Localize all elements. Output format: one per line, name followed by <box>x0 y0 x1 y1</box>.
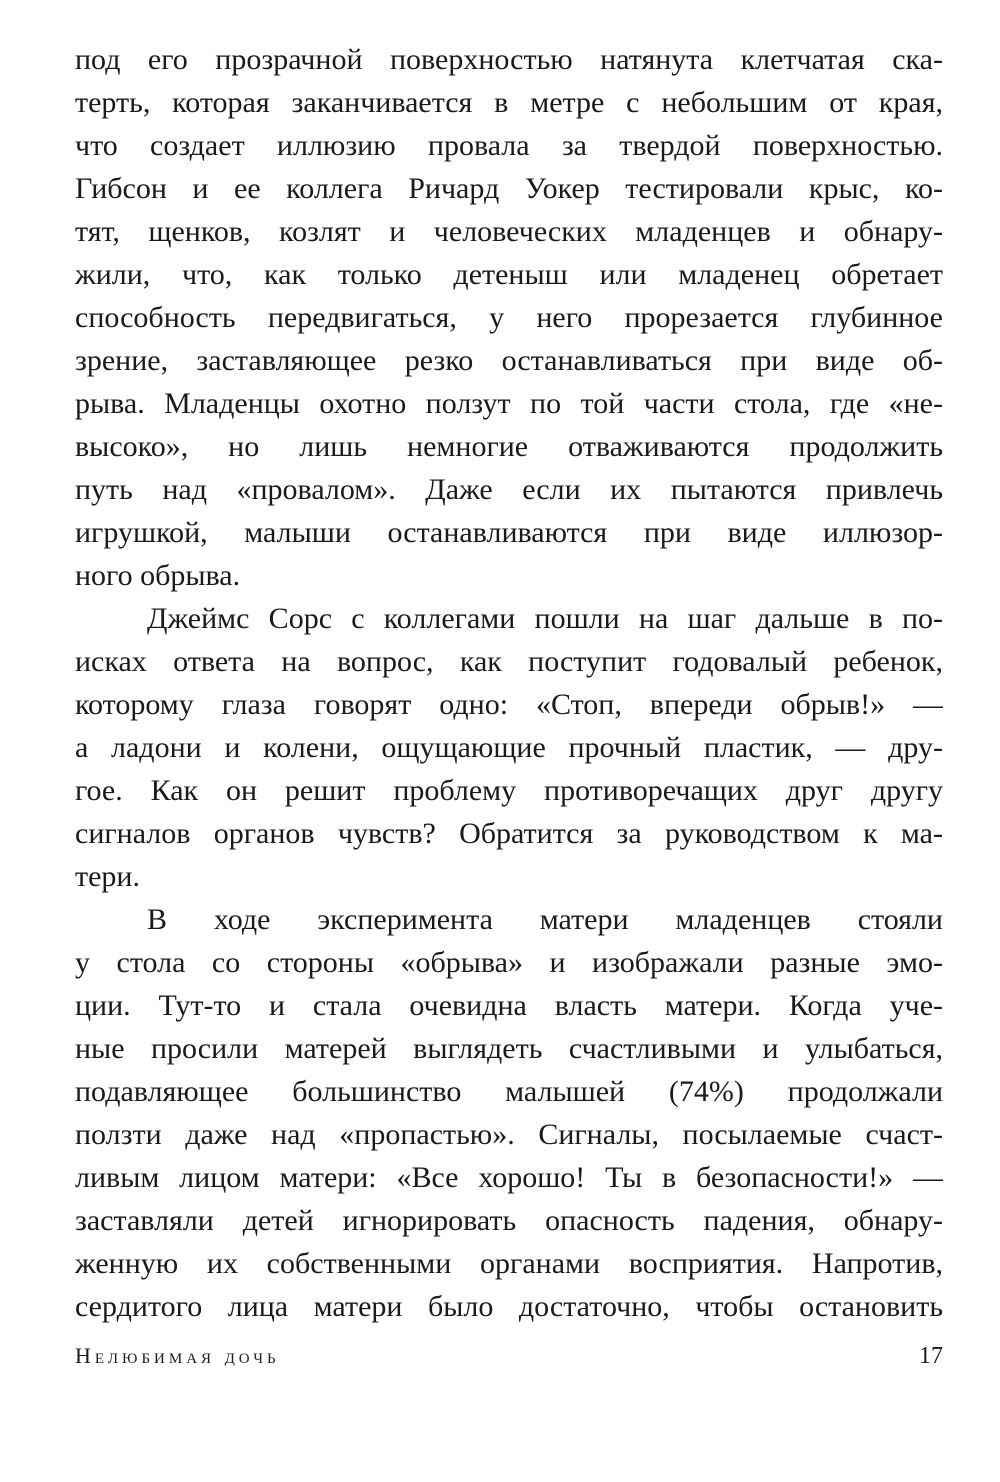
text-line: а ладони и колени, ощущающие прочный пластик, — дру- <box>75 731 943 764</box>
text-line: подавляющее большинство малышей (74%) продолжали <box>75 1075 943 1108</box>
page-number: 17 <box>919 1343 943 1369</box>
text-line: гое. Как он решит проблему противоречащих друг другу <box>75 774 943 807</box>
text-line: В ходе эксперимента матери младенцев стояли <box>147 903 943 936</box>
text-line: которому глаза говорят одно: «Стоп, впереди обрыв!» — <box>75 688 943 721</box>
text-line: сигналов органов чувств? Обратится за руководством к ма- <box>75 817 943 850</box>
text-line: исках ответа на вопрос, как поступит годовалый ребенок, <box>75 645 943 678</box>
text-line: рыва. Младенцы охотно ползут по той части стола, где «не- <box>75 387 943 420</box>
text-line: сердитого лица матери было достаточно, чтобы остановить <box>75 1290 943 1323</box>
text-line: Джеймс Сорс с коллегами пошли на шаг дальше в по- <box>147 602 943 635</box>
text-line: ползти даже над «пропастью». Сигналы, посылаемые счаст- <box>75 1118 943 1151</box>
text-line: жили, что, как только детеныш или младенец обретает <box>75 258 943 291</box>
text-line: тят, щенков, козлят и человеческих младенцев и обнару- <box>75 215 943 248</box>
text-line: тери. <box>75 860 140 893</box>
text-line: терть, которая заканчивается в метре с небольшим от края, <box>75 86 943 119</box>
text-line: под его прозрачной поверхностью натянута клетчатая ска- <box>75 43 943 76</box>
text-line: ного обрыва. <box>75 559 241 592</box>
text-line: что создает иллюзию провала за твердой поверхностью. <box>75 129 943 162</box>
text-line: женную их собственными органами восприятия. Напротив, <box>75 1247 943 1280</box>
text-line: зрение, заставляющее резко останавливаться при виде об- <box>75 344 943 377</box>
running-title: Нелюбимая дочь <box>75 1343 280 1368</box>
text-line: у стола со стороны «обрыва» и изображали разные эмо- <box>75 946 943 979</box>
text-line: ции. Тут-то и стала очевидна власть матери. Когда уче- <box>75 989 943 1022</box>
text-line: ные просили матерей выглядеть счастливыми и улыбаться, <box>75 1032 943 1065</box>
text-line: путь над «провалом». Даже если их пытаются привлечь <box>75 473 943 506</box>
body-text <box>75 38 943 1328</box>
text-line: игрушкой, малыши останавливаются при виде иллюзор- <box>75 516 943 549</box>
page-footer <box>75 1343 943 1379</box>
text-line: Гибсон и ее коллега Ричард Уокер тестировали крыс, ко- <box>75 172 943 205</box>
text-line: высоко», но лишь немногие отваживаются продолжить <box>75 430 943 463</box>
text-line: способность передвигаться, у него прорезается глубинное <box>75 301 943 334</box>
text-line: заставляли детей игнорировать опасность падения, обнару- <box>75 1204 943 1237</box>
text-line: ливым лицом матери: «Все хорошо! Ты в безопасности!» — <box>75 1161 943 1194</box>
